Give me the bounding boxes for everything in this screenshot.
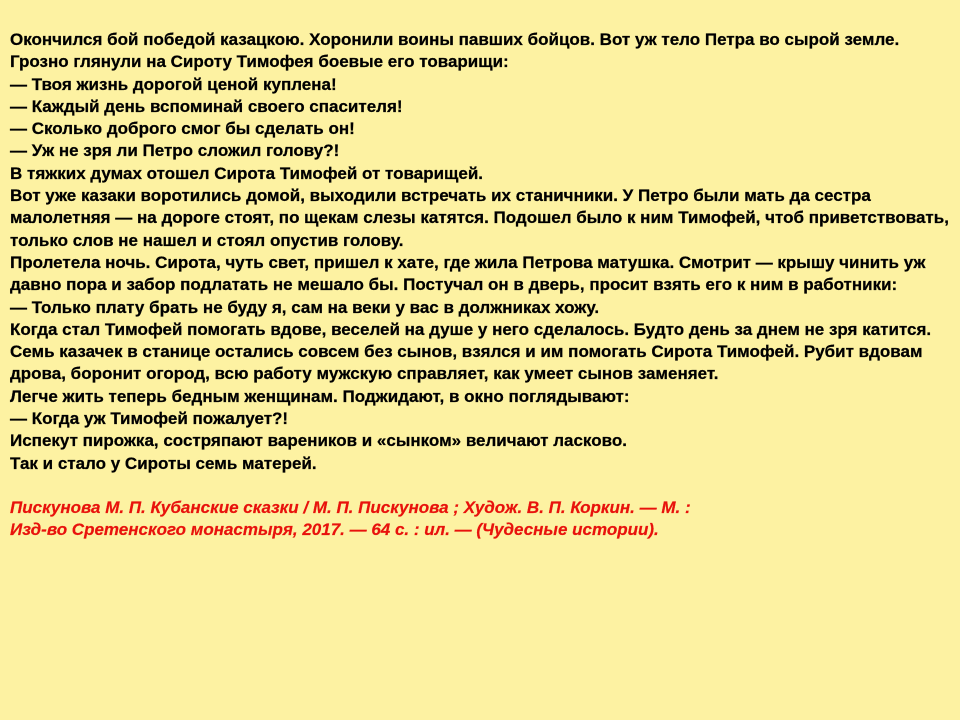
- story-paragraph: — Каждый день вспоминай своего спасителя!: [10, 96, 403, 116]
- story-paragraph: Так и стало у Сироты семь матерей.: [10, 453, 317, 473]
- story-paragraph: Вот уже казаки воротились домой, выходили встречать их станичники. У Петро были мать да сестра малолетняя — на дороге стоят, по щекам слезы катятся. Подошел было к ним Тимофей, чтоб приветствовать, только слов не нашел и стоял опустив голову.: [10, 186, 949, 250]
- story-paragraph: — Твоя жизнь дорогой ценой куплена!: [10, 74, 337, 94]
- citation-line-1: Пискунова М. П. Кубанские сказки / М. П. Пискунова ; Худож. В. П. Коркин. — М. :: [10, 497, 691, 517]
- story-paragraph: Окончился бой победой казацкою. Хоронили воины павших бойцов. Вот уж тело Петра во сырой земле. Грозно глянули на Сироту Тимофея боевые его товарищи:: [10, 30, 900, 72]
- story-paragraph: Когда стал Тимофей помогать вдове, веселей на душе у него сделалось. Будто день за днем не зря катится.: [10, 319, 932, 339]
- story-paragraph: — Сколько доброго смог бы сделать он!: [10, 119, 355, 139]
- story-text: [10, 29, 952, 475]
- bibliographic-citation: [10, 497, 952, 542]
- story-paragraph: — Только плату брать не буду я, сам на веки у вас в должниках хожу.: [10, 297, 600, 317]
- story-paragraph: — Когда уж Тимофей пожалует?!: [10, 409, 289, 429]
- story-paragraph: Испекут пирожка, состряпают вареников и «сынком» величают ласково.: [10, 431, 627, 451]
- story-paragraph: Пролетела ночь. Сирота, чуть свет, пришел к хате, где жила Петрова матушка. Смотрит — крышу чинить уж давно пора и забор подлатать не мешало бы. Постучал он в дверь, просит взять его к ним в работники:: [10, 252, 926, 295]
- story-paragraph: В тяжких думах отошел Сирота Тимофей от товарищей.: [10, 163, 484, 183]
- story-paragraph: Семь казачек в станице остались совсем без сынов, взялся и им помогать Сирота Тимофей. Рубит вдовам дрова, боронит огород, всю работу мужскую справляет, как умеет сынов заменяет.: [10, 342, 923, 384]
- citation-line-2: Изд-во Сретенского монастыря, 2017. — 64 с. : ил. — (Чудесные истории).: [10, 520, 659, 540]
- story-paragraph: Легче жить теперь бедным женщинам. Поджидают, в окно поглядывают:: [10, 386, 630, 406]
- story-paragraph: — Уж не зря ли Петро сложил голову?!: [10, 141, 340, 161]
- slide-content: [10, 29, 952, 542]
